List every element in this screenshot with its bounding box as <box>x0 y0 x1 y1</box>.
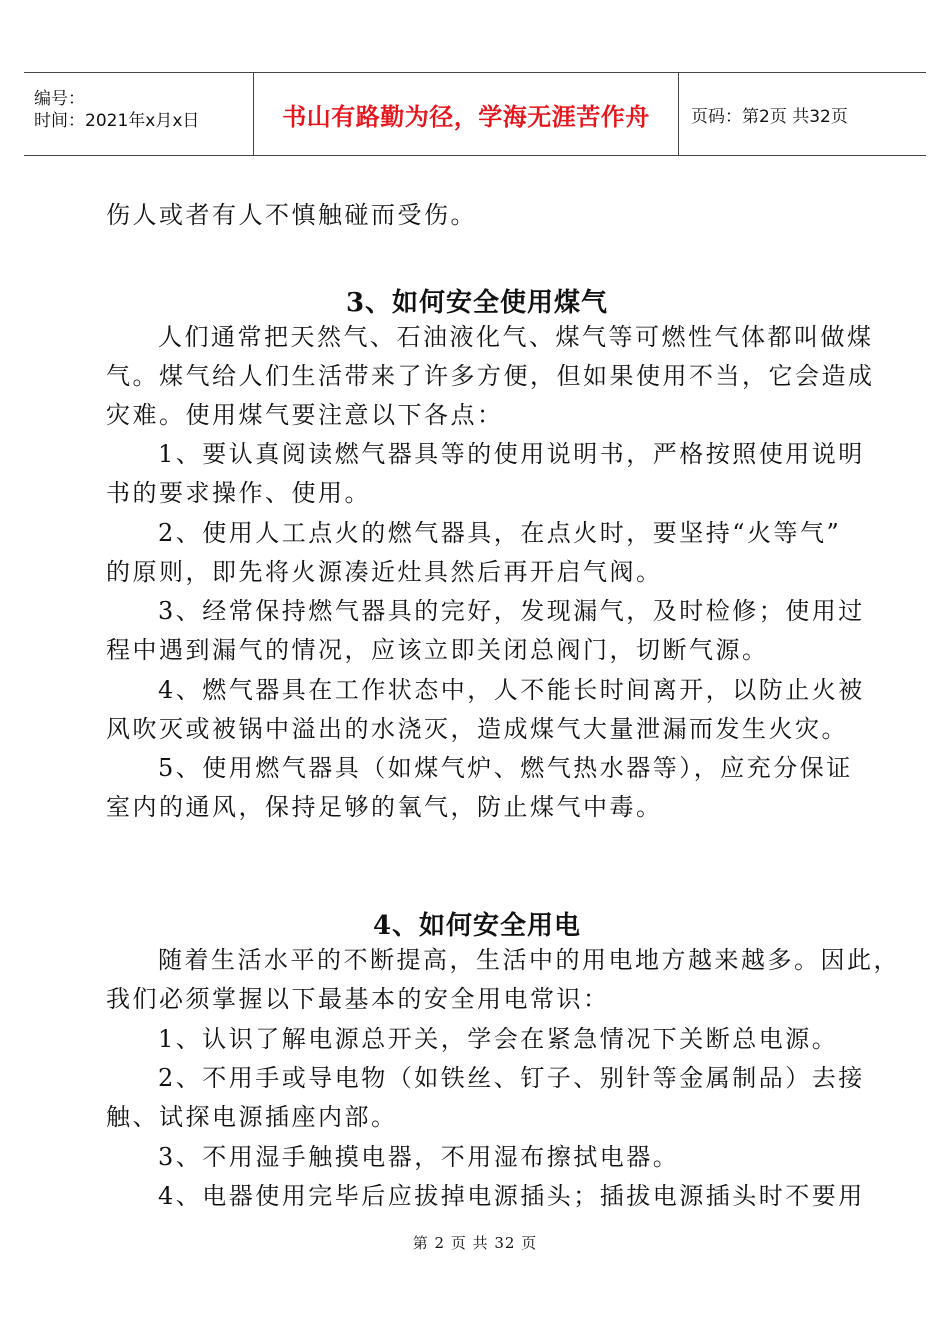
section4-title: 4、如何安全用电 <box>372 911 582 941</box>
section3-line: 室内的通风，保持足够的氧气，防止煤气中毒。 <box>106 793 663 821</box>
section3-line: 书的要求操作、使用。 <box>106 479 371 507</box>
section4-line: 触、试探电源插座内部。 <box>106 1103 398 1131</box>
section3-line: 4、燃气器具在工作状态中，人不能长时间离开，以防止火被 <box>158 676 865 704</box>
section3-line: 1、要认真阅读燃气器具等的使用说明书，严格按照使用说明 <box>158 440 865 468</box>
section3-line: 的原则，即先将火源凑近灶具然后再开启气阀。 <box>106 558 663 586</box>
number-label: 编号： <box>34 89 85 109</box>
header-page-label: 页码：第2页 共32页 <box>691 106 848 127</box>
section3-line: 5、使用燃气器具（如煤气炉、燃气热水器等），应充分保证 <box>158 754 853 782</box>
section4-line: 随着生活水平的不断提高，生活中的用电地方越来越多。因此， <box>158 946 900 974</box>
time-label: 时间：2021年x月x日 <box>34 111 200 131</box>
section4-line: 1、认识了解电源总开关，学会在紧急情况下关断总电源。 <box>158 1025 839 1053</box>
section3-line: 3、经常保持燃气器具的完好，发现漏气，及时检修；使用过 <box>158 597 865 625</box>
intro-line: 伤人或者有人不慎触碰而受伤。 <box>106 201 477 229</box>
section4-line: 我们必须掌握以下最基本的安全用电常识： <box>106 985 610 1013</box>
section4-line: 3、不用湿手触摸电器，不用湿布擦拭电器。 <box>158 1143 680 1171</box>
document-header <box>24 72 926 156</box>
section3-line: 灾难。使用煤气要注意以下各点： <box>106 401 504 429</box>
section3-line: 风吹灭或被锅中溢出的水浇灭，造成煤气大量泄漏而发生火灾。 <box>106 715 848 743</box>
section3-line: 人们通常把天然气、石油液化气、煤气等可燃性气体都叫做煤 <box>158 323 874 351</box>
section4-line: 4、电器使用完毕后应拔掉电源插头；插拔电源插头时不要用 <box>158 1182 865 1210</box>
section3-line: 2、使用人工点火的燃气器具，在点火时，要坚持“火等气” <box>158 519 842 547</box>
section3-title: 3、如何安全使用煤气 <box>345 288 609 318</box>
section3-line: 气。煤气给人们生活带来了许多方便，但如果使用不当，它会造成 <box>106 362 875 390</box>
header-motto: 书山有路勤为径，学海无涯苦作舟 <box>254 73 679 155</box>
section3-line: 程中遇到漏气的情况，应该立即关闭总阀门，切断气源。 <box>106 636 769 664</box>
header-meta <box>24 73 254 155</box>
section4-line: 2、不用手或导电物（如铁丝、钉子、别针等金属制品）去接 <box>158 1064 865 1092</box>
page-footer: 第 2 页 共 32 页 <box>412 1234 538 1252</box>
